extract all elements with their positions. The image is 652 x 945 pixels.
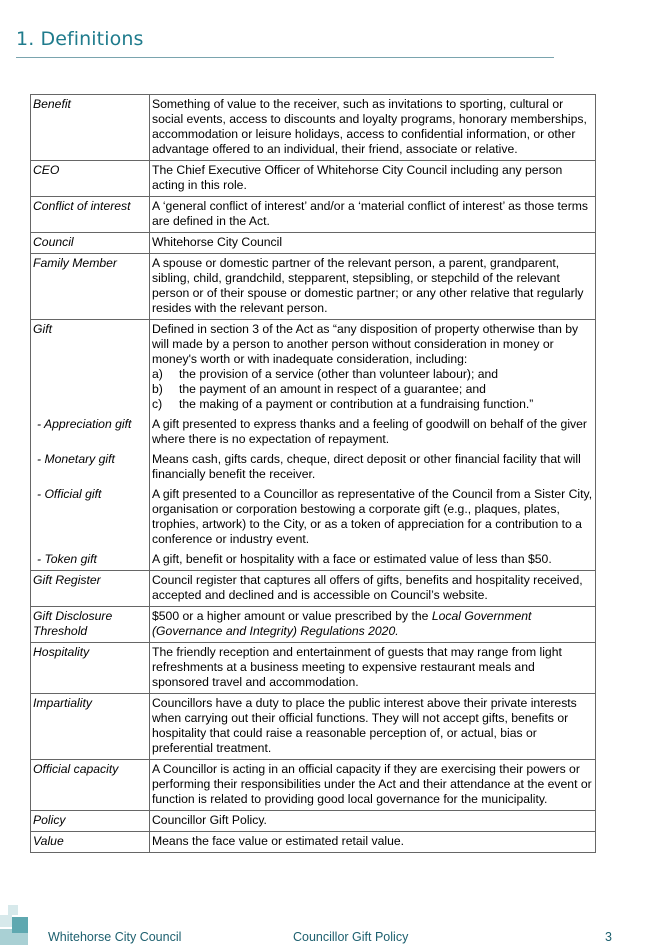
definition-cell: Councillors have a duty to place the public interest above their private interests when carrying out their official functions. They will not accept gifts, benefits or hospitality that could raise a reasonable perception of, or actual, bias or preferential treatment. (150, 694, 596, 760)
table-row (31, 161, 596, 197)
table-row (31, 197, 596, 233)
table-row (31, 95, 596, 161)
table-row (31, 607, 596, 643)
table-row (31, 233, 596, 254)
table-row (31, 694, 596, 760)
definition-cell: Councillor Gift Policy. (150, 811, 596, 832)
footer-document-title: Councillor Gift Policy (293, 930, 409, 944)
term-cell: - Appreciation gift (31, 415, 150, 450)
table-row-subtype (31, 550, 596, 571)
deco-square (0, 915, 12, 927)
list-label: a) (152, 367, 163, 381)
definition-text: $500 or a higher amount or value prescribed by the (152, 609, 432, 623)
definition-cell: Council register that captures all offers of gifts, benefits and hospitality received, accepted and declined and is accessible on Council’s website. (150, 571, 596, 607)
list-item (152, 397, 593, 412)
definition-cell: Something of value to the receiver, such as invitations to sporting, cultural or social events, access to discounts and loyalty programs, honorary memberships, accommodation or leisure holidays, access to confidential information, or other advantage offered to an individual, their friend, associate or relative. (150, 95, 596, 161)
definition-cell: The Chief Executive Officer of Whitehorse City Council including any person acting in this role. (150, 161, 596, 197)
term-cell: Hospitality (31, 643, 150, 694)
definition-cell: Means cash, gifts cards, cheque, direct deposit or other financial facility that will financially benefit the receiver. (150, 450, 596, 485)
deco-square (12, 917, 28, 933)
term-cell: - Monetary gift (31, 450, 150, 485)
deco-square (12, 933, 28, 945)
term-cell: Value (31, 832, 150, 853)
list-item (152, 382, 593, 397)
table-row-gift (31, 320, 596, 416)
section-heading: 1. Definitions (16, 28, 144, 50)
definition-cell: A gift, benefit or hospitality with a face or estimated value of less than $50. (150, 550, 596, 571)
footer-page-number: 3 (605, 930, 612, 944)
table-row (31, 760, 596, 811)
term-cell: Benefit (31, 95, 150, 161)
term-cell: Policy (31, 811, 150, 832)
definition-cell: Means the face value or estimated retail value. (150, 832, 596, 853)
definition-cell: A gift presented to express thanks and a feeling of goodwill on behalf of the giver where there is no expectation of repayment. (150, 415, 596, 450)
table-row-subtype (31, 485, 596, 550)
table-row (31, 571, 596, 607)
term-cell: Family Member (31, 254, 150, 320)
term-cell: - Official gift (31, 485, 150, 550)
deco-square (8, 905, 18, 915)
definition-cell: Whitehorse City Council (150, 233, 596, 254)
deco-square (0, 929, 12, 945)
term-cell: Council (31, 233, 150, 254)
definition-cell: A Councillor is acting in an official capacity if they are exercising their powers or performing their responsibilities under the Act and their attendance at the event or function is related to providing good local governance for the municipality. (150, 760, 596, 811)
table-row (31, 254, 596, 320)
list-text: the payment of an amount in respect of a guarantee; and (179, 382, 486, 396)
table-row (31, 811, 596, 832)
definition-cell (150, 607, 596, 643)
definitions-table (30, 94, 596, 853)
term-cell: Conflict of interest (31, 197, 150, 233)
table-row-subtype (31, 450, 596, 485)
regulation-title: Local Government (Governance and Integrity) Regulations 2020. (152, 609, 532, 638)
definition-cell: A gift presented to a Councillor as representative of the Council from a Sister City, organisation or corporation bestowing a corporate gift (e.g., plaques, plates, trophies, artwork) to the City, or as a token of appreciation for a contribution to a conference or industry event. (150, 485, 596, 550)
footer-squares-logo (0, 905, 30, 945)
term-cell: - Token gift (31, 550, 150, 571)
term-cell: Gift (31, 320, 150, 416)
term-cell: CEO (31, 161, 150, 197)
term-cell: Gift Disclosure Threshold (31, 607, 150, 643)
term-cell: Impartiality (31, 694, 150, 760)
definition-cell: A ‘general conflict of interest’ and/or a ‘material conflict of interest’ as those terms are defined in the Act. (150, 197, 596, 233)
list-item (152, 367, 593, 382)
definition-cell: A spouse or domestic partner of the relevant person, a parent, grandparent, sibling, child, grandchild, stepparent, stepsibling, or stepchild of the relevant person or of their spouse or domestic partner; or any other relative that regularly resides with the relevant person. (150, 254, 596, 320)
table-row (31, 643, 596, 694)
table-row (31, 832, 596, 853)
table-row-subtype (31, 415, 596, 450)
heading-rule (16, 57, 554, 58)
list-label: b) (152, 382, 163, 396)
gift-definition-text: Defined in section 3 of the Act as “any disposition of property otherwise than by will made by a person to another person without consideration in money or money's worth or with inadequate consideration, including: (152, 322, 579, 366)
list-text: the making of a payment or contribution at a fundraising function.” (179, 397, 534, 411)
definition-cell: The friendly reception and entertainment of guests that may range from light refreshments at a business meeting to expensive restaurant meals and sponsored travel and accommodation. (150, 643, 596, 694)
definition-cell (150, 320, 596, 416)
term-cell: Official capacity (31, 760, 150, 811)
footer-organisation: Whitehorse City Council (48, 930, 182, 944)
term-cell: Gift Register (31, 571, 150, 607)
list-label: c) (152, 397, 163, 411)
list-text: the provision of a service (other than volunteer labour); and (179, 367, 499, 381)
gift-list (152, 367, 593, 412)
